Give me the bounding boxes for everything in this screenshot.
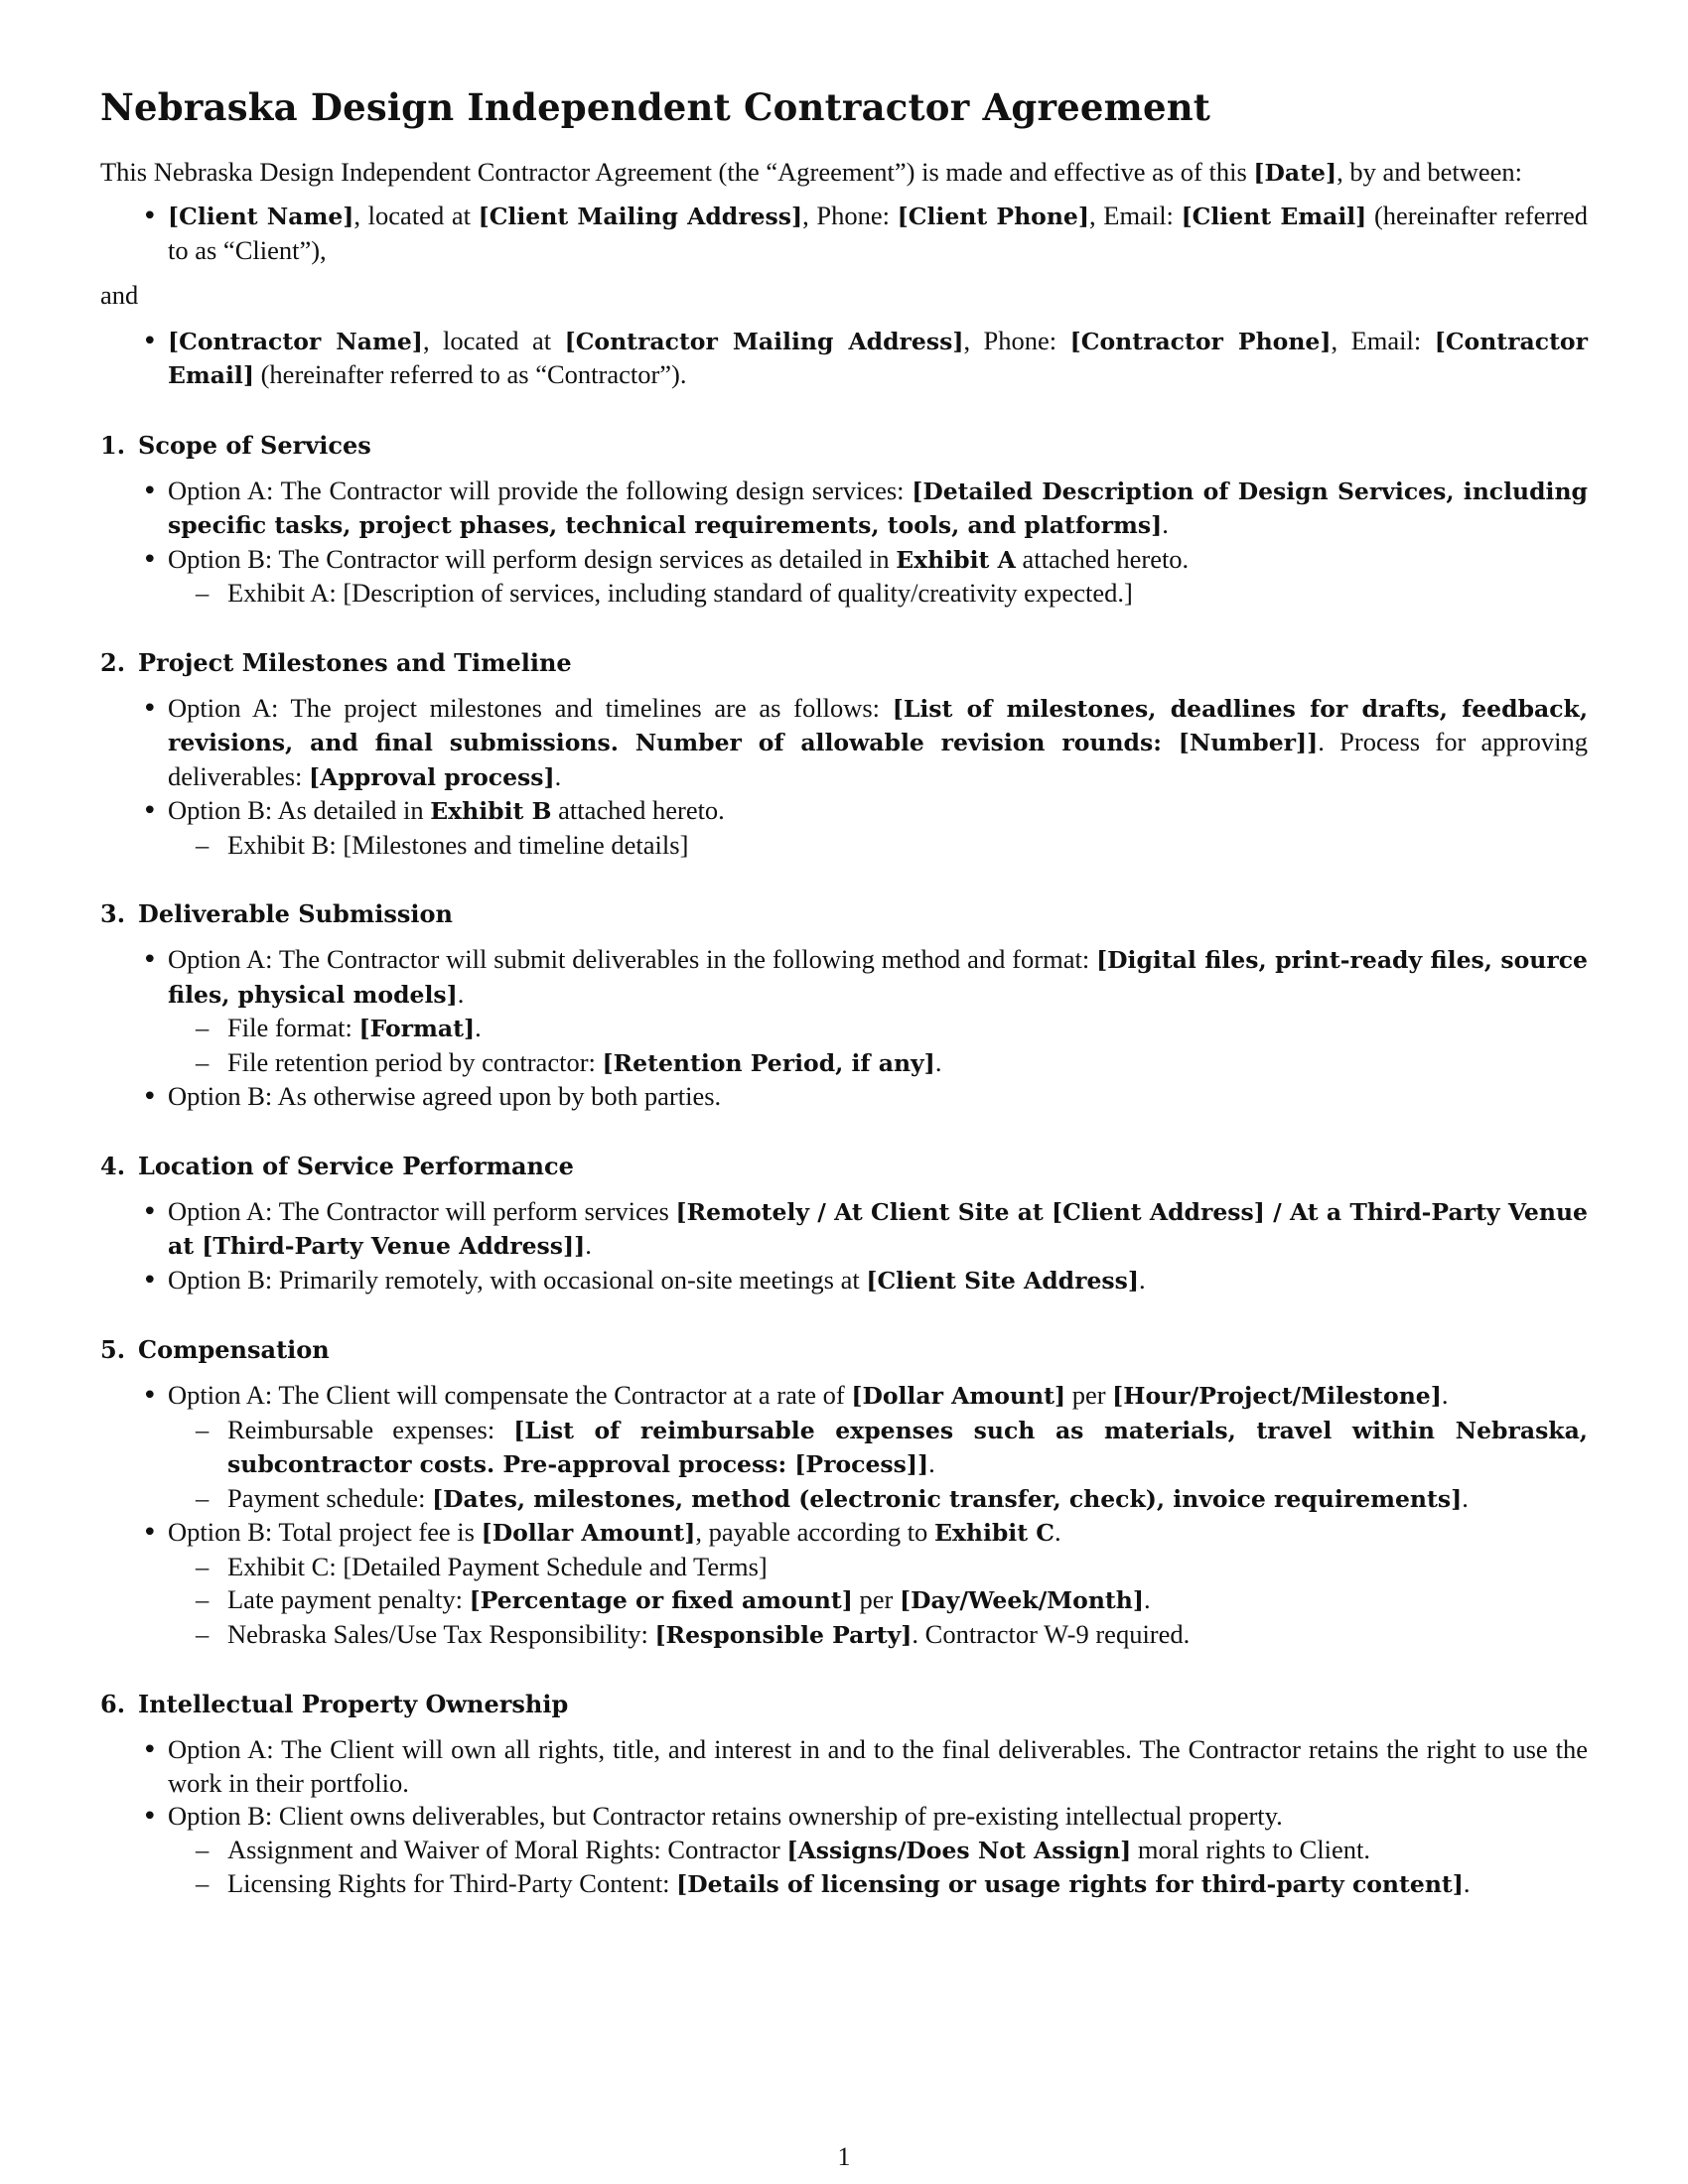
option-b <box>168 1516 1588 1652</box>
section-title: Project Milestones and Timeline <box>138 647 572 677</box>
section-heading <box>100 646 1588 680</box>
sub-item <box>227 1414 1588 1482</box>
placeholder: [List of milestones, deadlines for drafts, feedback, revisions, and final submissions. Number of allowable revision rounds: [Number]] <box>168 694 1588 757</box>
exhibit-reference: Exhibit A <box>896 545 1016 574</box>
placeholder: [Dollar Amount] <box>481 1519 696 1548</box>
section-heading <box>100 1688 1588 1721</box>
option-b <box>168 1264 1588 1298</box>
placeholder: [Percentage or fixed amount] <box>469 1586 853 1615</box>
placeholder: [Digital files, print-ready files, source files, physical models] <box>168 946 1588 1009</box>
text: (hereinafter referred to as “Client”), <box>168 201 1588 265</box>
client-phone-placeholder: [Client Phone] <box>897 203 1089 231</box>
option-a <box>168 692 1588 795</box>
section-heading <box>100 429 1588 463</box>
section-title: Location of Service Performance <box>138 1151 574 1180</box>
sub-item <box>227 1834 1588 1868</box>
option-list <box>100 1733 1588 1902</box>
client-address-placeholder: [Client Mailing Address] <box>478 203 803 231</box>
option-a <box>168 943 1588 1080</box>
sub-list <box>168 1551 1588 1653</box>
intro-paragraph <box>100 156 1588 191</box>
text: moral rights to Client. <box>1131 1834 1370 1864</box>
text: Option B: As detailed in <box>168 795 431 826</box>
option-a <box>168 475 1588 543</box>
sub-list <box>168 1012 1588 1080</box>
section-number: 4. <box>100 1151 126 1180</box>
text: Option B: Primarily remotely, with occasional on-site meetings at <box>168 1264 867 1295</box>
text: . <box>934 1046 942 1077</box>
intro-text-end: , by and between: <box>1336 156 1522 187</box>
text: . <box>928 1448 935 1479</box>
section-scope-of-services <box>100 429 1588 611</box>
placeholder: [Details of licensing or usage rights for third-party content] <box>676 1870 1464 1899</box>
text: . <box>585 1230 592 1261</box>
section-number: 3. <box>100 899 126 929</box>
section-number: 6. <box>100 1690 126 1719</box>
text: Payment schedule: <box>227 1482 433 1513</box>
text: . <box>1441 1380 1449 1411</box>
text: Late payment penalty: <box>227 1584 470 1615</box>
section-number: 1. <box>100 430 126 460</box>
client-list <box>100 200 1588 267</box>
text: . <box>554 760 562 791</box>
text: File retention period by contractor: <box>227 1046 603 1077</box>
sub-item <box>227 1012 1588 1046</box>
option-a: • Option A: The Client will own all rights, title, and interest in and to the final deliverables. The Contractor retains the right to use the work in their portfolio. <box>168 1733 1588 1800</box>
option-b <box>168 1800 1588 1902</box>
option-list <box>100 1195 1588 1298</box>
text: (hereinafter referred to as “Contractor”). <box>253 359 687 390</box>
text: Reimbursable expenses: <box>227 1414 514 1444</box>
text: . <box>1462 1482 1469 1513</box>
intro-text: This Nebraska Design Independent Contractor Agreement (the “Agreement”) is made and effective as of this <box>100 156 1254 187</box>
text: Assignment and Waiver of Moral Rights: Contractor <box>227 1834 787 1864</box>
text: Option A: The Contractor will submit deliverables in the following method and format: <box>168 944 1097 975</box>
text: Option A: The Client will compensate the Contractor at a rate of <box>168 1380 852 1411</box>
section-title: Compensation <box>138 1335 330 1365</box>
placeholder: [Hour/Project/Milestone] <box>1112 1382 1442 1411</box>
placeholder: [Assigns/Does Not Assign] <box>786 1836 1132 1864</box>
sub-item <box>227 1618 1588 1653</box>
section-compensation <box>100 1333 1588 1652</box>
text: Option A: The Contractor will perform services <box>168 1195 676 1226</box>
sub-item <box>227 1046 1588 1081</box>
date-placeholder: [Date] <box>1253 158 1337 187</box>
placeholder: [Approval process] <box>309 762 555 791</box>
text: . Contractor W-9 required. <box>912 1618 1191 1649</box>
contractor-item <box>168 325 1588 393</box>
placeholder: [Day/Week/Month] <box>899 1586 1144 1615</box>
client-name-placeholder: [Client Name] <box>168 203 354 231</box>
option-b <box>168 543 1588 611</box>
text: . <box>1162 509 1169 540</box>
contractor-address-placeholder: [Contractor Mailing Address] <box>564 327 964 355</box>
client-email-placeholder: [Client Email] <box>1181 203 1367 231</box>
placeholder: [List of reimbursable expenses such as materials, travel within Nebraska, subcontractor costs. Pre-approval process: [Process]] <box>227 1416 1588 1479</box>
placeholder: [Dollar Amount] <box>851 1382 1066 1411</box>
text: . Process for approving deliverables: <box>168 727 1588 791</box>
text: per <box>1065 1380 1113 1411</box>
sub-list <box>168 1414 1588 1517</box>
option-list <box>100 943 1588 1114</box>
text: . <box>1139 1264 1146 1295</box>
placeholder: [Format] <box>358 1015 476 1043</box>
section-title: Deliverable Submission <box>138 899 453 929</box>
text: . <box>457 978 465 1009</box>
text: Option A: The Contractor will provide the following design services: <box>168 475 913 505</box>
text: . <box>1054 1517 1061 1548</box>
placeholder: [Dates, milestones, method (electronic transfer, check), invoice requirements] <box>432 1484 1463 1513</box>
section-project-milestones <box>100 646 1588 863</box>
text: Option A: The project milestones and timelines are as follows: <box>168 692 893 723</box>
sub-item: – Exhibit A: [Description of services, including standard of quality/creativity expected.] <box>227 577 1588 611</box>
option-b <box>168 794 1588 862</box>
text: . <box>1144 1584 1151 1615</box>
placeholder: [Responsible Party] <box>654 1620 913 1649</box>
text: Nebraska Sales/Use Tax Responsibility: <box>227 1618 655 1649</box>
text: . <box>475 1013 482 1043</box>
section-number: 2. <box>100 647 126 677</box>
option-list <box>100 475 1588 611</box>
placeholder: [Detailed Description of Design Services, including specific tasks, project phases, technical requirements, tools, and platforms] <box>168 477 1588 540</box>
section-number: 5. <box>100 1335 126 1365</box>
option-b: • Option B: As otherwise agreed upon by both parties. <box>168 1080 1588 1114</box>
text: File format: <box>227 1013 359 1043</box>
section-title: Scope of Services <box>138 430 371 460</box>
text: , located at <box>422 325 565 355</box>
sub-list <box>168 1834 1588 1902</box>
text: Licensing Rights for Third-Party Content: <box>227 1868 677 1899</box>
sub-item <box>227 1482 1588 1517</box>
contractor-email-placeholder: [Contractor Email] <box>168 327 1588 390</box>
text: , located at <box>353 201 479 231</box>
option-a <box>168 1379 1588 1516</box>
sub-item <box>227 1583 1588 1618</box>
exhibit-reference: Exhibit C <box>933 1519 1055 1548</box>
placeholder: [Remotely / At Client Site at [Client Address] / At a Third-Party Venue at [Third-Party Venue Address]] <box>168 1197 1588 1261</box>
exhibit-reference: Exhibit B <box>430 797 552 826</box>
contractor-name-placeholder: [Contractor Name] <box>168 327 423 355</box>
section-location <box>100 1150 1588 1298</box>
and-text: and <box>100 280 139 311</box>
text: per <box>852 1584 900 1615</box>
document-title: Nebraska Design Independent Contractor Agreement <box>100 85 1211 129</box>
section-heading <box>100 897 1588 931</box>
text: Option B: The Contractor will perform design services as detailed in <box>168 543 897 574</box>
text: , Email: <box>1089 201 1182 231</box>
text: attached hereto. <box>1015 543 1190 574</box>
text: Option B: Client owns deliverables, but Contractor retains ownership of pre-existing intellectual property. <box>168 1801 1283 1832</box>
text: Option B: Total project fee is <box>168 1517 482 1548</box>
sub-item <box>227 1867 1588 1902</box>
option-list <box>100 1379 1588 1652</box>
text: , Phone: <box>802 201 898 231</box>
contractor-phone-placeholder: [Contractor Phone] <box>1069 327 1332 355</box>
page-number: 1 <box>837 2142 851 2171</box>
placeholder: [Client Site Address] <box>866 1266 1139 1295</box>
text: , Phone: <box>963 325 1070 355</box>
text: attached hereto. <box>551 795 725 826</box>
sub-list <box>168 829 1588 863</box>
sub-item: – Exhibit B: [Milestones and timeline details] <box>227 829 1588 863</box>
placeholder: [Retention Period, if any] <box>602 1048 935 1077</box>
contractor-list <box>100 325 1588 393</box>
text: . <box>1463 1868 1471 1899</box>
section-heading <box>100 1150 1588 1183</box>
sub-item: – Exhibit C: [Detailed Payment Schedule and Terms] <box>227 1551 1588 1584</box>
option-list <box>100 692 1588 863</box>
text: , Email: <box>1331 325 1435 355</box>
option-a <box>168 1195 1588 1264</box>
section-heading <box>100 1333 1588 1367</box>
sub-list <box>168 577 1588 611</box>
client-item <box>168 200 1588 267</box>
section-title: Intellectual Property Ownership <box>138 1690 569 1719</box>
section-intellectual-property <box>100 1688 1588 1902</box>
text: , payable according to <box>695 1517 934 1548</box>
section-deliverable-submission <box>100 897 1588 1114</box>
